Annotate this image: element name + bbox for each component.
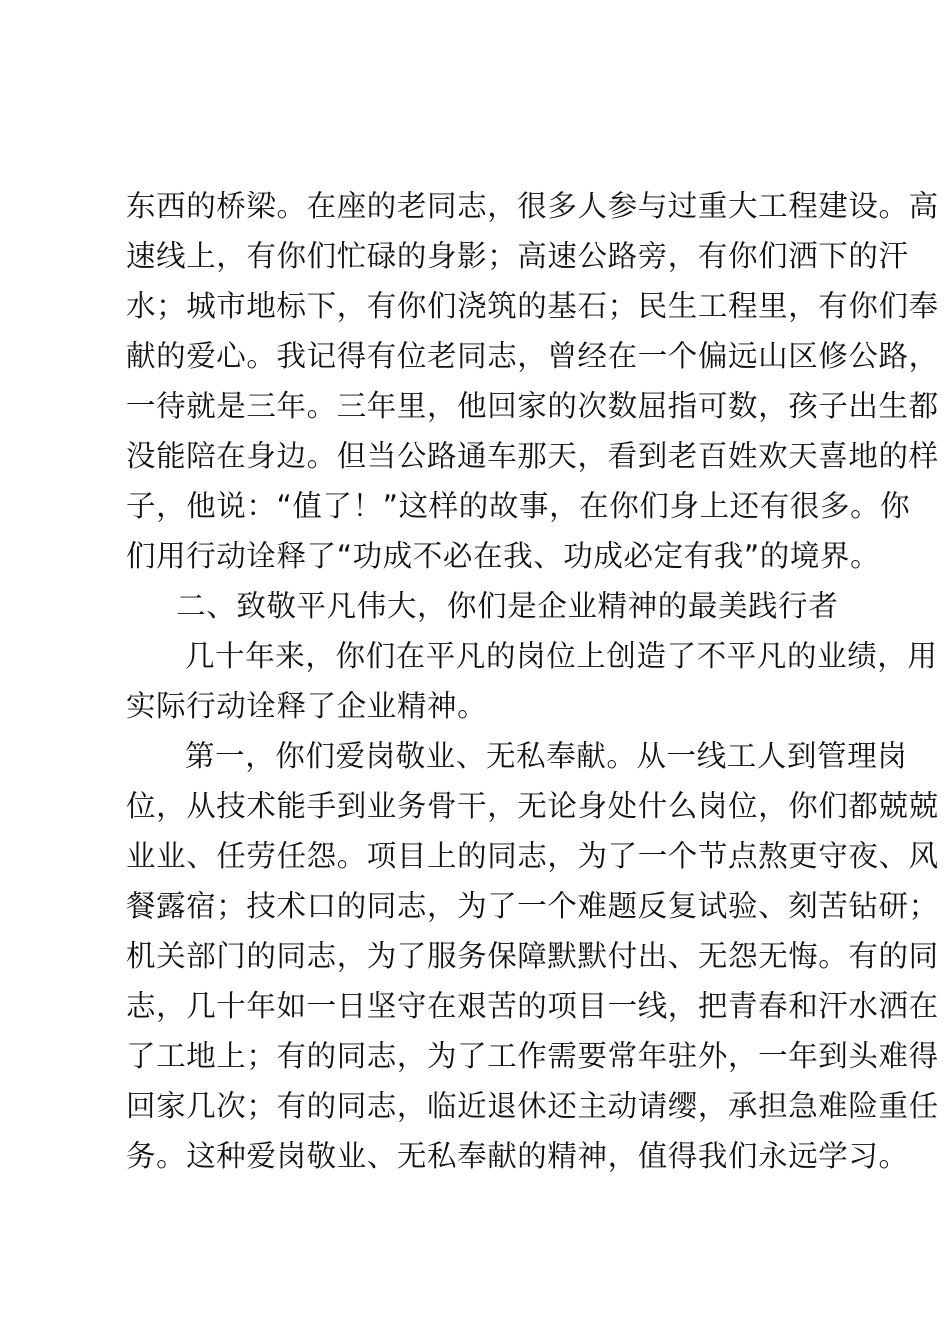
paragraph-intro bbox=[126, 631, 938, 731]
text-line: 几十年来，你们在平凡的岗位上创造了不平凡的业绩，用 bbox=[185, 639, 938, 673]
text-line: 回家几次；有的同志，临近退休还主动请缨，承担急难险重任 bbox=[126, 1089, 939, 1123]
text-line: 机关部门的同志，为了服务保障默默付出、无怨无悔。有的同 bbox=[126, 939, 939, 973]
section-heading: 二、致敬平凡伟大，你们是企业精神的最美践行者 bbox=[176, 589, 839, 623]
text-line: 志，几十年如一日坚守在艰苦的项目一线，把青春和汗水洒在 bbox=[126, 989, 939, 1023]
text-line: 速线上，有你们忙碌的身影；高速公路旁，有你们洒下的汗 bbox=[126, 239, 909, 273]
text-line: 第一，你们爱岗敬业、无私奉献。从一线工人到管理岗 bbox=[185, 739, 908, 773]
text-line: 子，他说：“值了！”这样的故事，在你们身上还有很多。你 bbox=[126, 489, 911, 523]
paragraph-bridges bbox=[126, 181, 939, 581]
text-line: 一待就是三年。三年里，他回家的次数屈指可数，孩子出生都 bbox=[126, 389, 939, 423]
text-line: 没能陪在身边。但当公路通车那天，看到老百姓欢天喜地的样 bbox=[126, 439, 939, 473]
paragraph-first-point bbox=[126, 731, 939, 1181]
text-line: 们用行动诠释了“功成不必在我、功成必定有我”的境界。 bbox=[126, 539, 881, 573]
text-line: 献的爱心。我记得有位老同志，曾经在一个偏远山区修公路， bbox=[126, 339, 939, 373]
text-line: 水；城市地标下，有你们浇筑的基石；民生工程里，有你们奉 bbox=[126, 289, 939, 323]
text-line: 东西的桥梁。在座的老同志，很多人参与过重大工程建设。高 bbox=[126, 189, 939, 223]
text-line: 实际行动诠释了企业精神。 bbox=[126, 689, 488, 723]
text-line: 餐露宿；技术口的同志，为了一个难题反复试验、刻苦钻研； bbox=[126, 889, 939, 923]
document-body bbox=[126, 181, 939, 1181]
text-line: 业业、任劳任怨。项目上的同志，为了一个节点熬更守夜、风 bbox=[126, 839, 939, 873]
text-line: 位，从技术能手到业务骨干，无论身处什么岗位，你们都兢兢 bbox=[126, 789, 939, 823]
text-line: 务。这种爱岗敬业、无私奉献的精神，值得我们永远学习。 bbox=[126, 1139, 909, 1173]
text-line: 了工地上；有的同志，为了工作需要常年驻外，一年到头难得 bbox=[126, 1039, 939, 1073]
